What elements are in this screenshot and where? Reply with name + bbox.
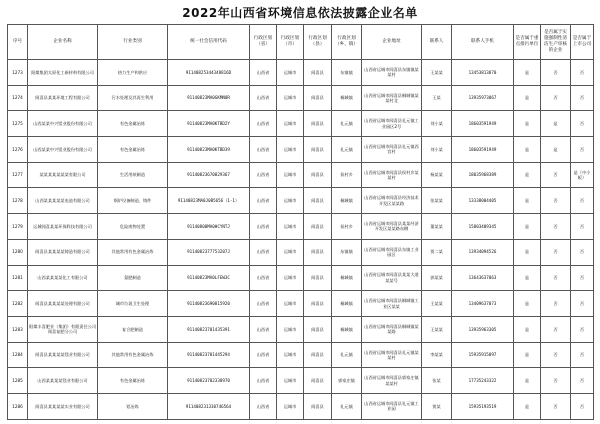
cell-contact: 杨某某 — [422, 162, 452, 188]
column-header: 企业名称 — [28, 25, 98, 60]
cell-index: 1279 — [8, 214, 28, 240]
cell-contact: 刘小某 — [422, 137, 452, 163]
cell-clean-production: 否 — [541, 239, 571, 265]
cell-town: 东镇镇 — [332, 239, 362, 265]
table-row — [8, 60, 594, 86]
cell-address: 山西省运城市闻喜县某某大道某某号 — [362, 265, 422, 291]
cell-index: 1278 — [8, 188, 28, 214]
cell-listed: 否 — [571, 60, 594, 86]
cell-county: 闻喜县 — [304, 137, 332, 163]
table-row — [8, 291, 594, 317]
cell-county: 闻喜县 — [304, 162, 332, 188]
cell-credit-code: 91140823701435391 — [168, 316, 250, 342]
cell-company-name: 闻喜县某某环境工程有限公司 — [28, 85, 98, 111]
cell-index: 1277 — [8, 162, 28, 188]
cell-key-polluter: 是 — [514, 265, 541, 291]
cell-phone: 13935963305 — [452, 316, 514, 342]
cell-company-name: 山西某某中兴镁业股份有限公司 — [28, 137, 98, 163]
column-header: 是否属于实施强制性清洁生产审核的企业 — [541, 25, 571, 60]
column-header: 行业类别 — [98, 25, 168, 60]
cell-credit-code: 91140800MA0HCYNTJ — [168, 214, 250, 240]
cell-credit-code: 91140823702338970 — [168, 368, 250, 394]
cell-phone: 15935193519 — [452, 393, 514, 419]
column-header: 是否属于重点排污单位 — [514, 25, 541, 60]
cell-address: 山西省运城市闻喜县礼元镇工业园 — [362, 393, 422, 419]
cell-industry: 有色金属冶炼 — [98, 137, 168, 163]
cell-key-polluter: 是 — [514, 316, 541, 342]
cell-city: 运城市 — [277, 393, 304, 419]
cell-town: 侯村乡 — [332, 214, 362, 240]
cell-province: 山西省 — [250, 214, 277, 240]
cell-town: 侯村乡 — [332, 162, 362, 188]
column-header: 行政区划（省） — [250, 25, 277, 60]
cell-index: 1286 — [8, 393, 28, 419]
cell-contact: 王某 — [422, 85, 452, 111]
cell-town: 礼元镇 — [332, 137, 362, 163]
cell-address: 山西省运城市闻喜县桐城镇某某村北 — [362, 85, 422, 111]
cell-county: 闻喜县 — [304, 85, 332, 111]
cell-contact: 王某某 — [422, 60, 452, 86]
cell-phone: 15803409345 — [452, 214, 514, 240]
enterprise-table — [7, 24, 594, 420]
cell-listed: 否 — [571, 214, 594, 240]
cell-city: 运城市 — [277, 111, 304, 137]
cell-key-polluter: 是 — [514, 214, 541, 240]
cell-credit-code: 91140825344348816D — [168, 60, 250, 86]
cell-province: 山西省 — [250, 393, 277, 419]
cell-phone: 13409637073 — [452, 291, 514, 317]
cell-city: 运城市 — [277, 342, 304, 368]
cell-key-polluter: 是 — [514, 60, 541, 86]
cell-province: 山西省 — [250, 137, 277, 163]
cell-clean-production: 否 — [541, 316, 571, 342]
cell-county: 闻喜县 — [304, 368, 332, 394]
cell-company-name: 山西某某中兴镁业股份有限公司 — [28, 111, 98, 137]
cell-city: 运城市 — [277, 368, 304, 394]
column-header: 统一社会信用代码 — [168, 25, 250, 60]
cell-company-name: 运城闻喜某某环保科技有限公司 — [28, 214, 98, 240]
column-header: 是否属于上市公司 — [571, 25, 594, 60]
cell-clean-production: 是 — [541, 137, 571, 163]
cell-town: 桐城镇 — [332, 188, 362, 214]
cell-index: 1284 — [8, 342, 28, 368]
cell-listed: 否 — [571, 265, 594, 291]
cell-index: 1274 — [8, 85, 28, 111]
cell-contact: 王某某 — [422, 316, 452, 342]
cell-key-polluter: 是 — [514, 137, 541, 163]
cell-company-name: 闻喜县某某某某实业有限公司 — [28, 393, 98, 419]
cell-clean-production: 否 — [541, 214, 571, 240]
cell-index: 1283 — [8, 316, 28, 342]
cell-province: 山西省 — [250, 85, 277, 111]
cell-phone: 13934094526 — [452, 239, 514, 265]
cell-index: 1276 — [8, 137, 28, 163]
cell-town: 东镇镇 — [332, 60, 362, 86]
cell-clean-production: 否 — [541, 188, 571, 214]
cell-town: 郭家庄镇 — [332, 368, 362, 394]
cell-phone: 13935973067 — [452, 85, 514, 111]
cell-town: 桐城镇 — [332, 85, 362, 111]
cell-listed: 否 — [571, 111, 594, 137]
cell-county: 闻喜县 — [304, 342, 332, 368]
cell-contact: 李某某 — [422, 342, 452, 368]
cell-address: 山西省运城市闻喜县桐城镇工业区某某 — [362, 291, 422, 317]
column-header: 行政区划（县） — [304, 25, 332, 60]
cell-address: 山西省运城市闻喜县礼元镇西宫村 — [362, 137, 422, 163]
cell-credit-code: 91140823670829367 — [168, 162, 250, 188]
cell-county: 闻喜县 — [304, 265, 332, 291]
cell-company-name: 山西某某某某化工有限公司 — [28, 265, 98, 291]
cell-listed: 否 — [571, 393, 594, 419]
cell-province: 山西省 — [250, 342, 277, 368]
cell-company-name: 阳煤集团太原化工新材料有限公司 — [28, 60, 98, 86]
cell-address: 山西省运城市闻喜县某某经济开发区某某路东侧 — [362, 214, 422, 240]
cell-credit-code: 91140823MA0J0B5656（1-1） — [168, 188, 250, 214]
cell-key-polluter: 是 — [514, 85, 541, 111]
cell-county: 闻喜县 — [304, 239, 332, 265]
cell-province: 山西省 — [250, 162, 277, 188]
cell-credit-code: 91140823MA0LFEW3C — [168, 265, 250, 291]
column-header: 行政区划（乡、镇） — [332, 25, 362, 60]
table-row — [8, 265, 594, 291]
cell-industry: 有色金属冶炼 — [98, 111, 168, 137]
cell-credit-code: 9114082377753207J — [168, 239, 250, 265]
cell-address: 山西省运城市闻喜县侯村乡某某村 — [362, 162, 422, 188]
cell-industry: 铝冶炼 — [98, 393, 168, 419]
cell-key-polluter: 是 — [514, 393, 541, 419]
cell-clean-production: 是 — [541, 111, 571, 137]
cell-key-polluter: 是 — [514, 368, 541, 394]
table-row — [8, 188, 594, 214]
cell-phone: 13338004405 — [452, 188, 514, 214]
cell-province: 山西省 — [250, 291, 277, 317]
cell-contact: 刘小某 — [422, 111, 452, 137]
cell-province: 山西省 — [250, 265, 277, 291]
cell-clean-production: 否 — [541, 85, 571, 111]
cell-clean-production: 否 — [541, 368, 571, 394]
cell-contact: 董某某 — [422, 214, 452, 240]
cell-phone: 13453813870 — [452, 60, 514, 86]
cell-county: 闻喜县 — [304, 188, 332, 214]
cell-phone: 18603591949 — [452, 137, 514, 163]
cell-address: 山西省运城市闻喜县经济技术开发区某某路 — [362, 188, 422, 214]
cell-company-name: 某某某某某某某有限公司 — [28, 162, 98, 188]
cell-county: 闻喜县 — [304, 60, 332, 86]
cell-county: 闻喜县 — [304, 214, 332, 240]
cell-company-name: 闻喜县某某某某镁业有限公司 — [28, 342, 98, 368]
cell-listed: 否 — [571, 137, 594, 163]
cell-address: 山西省运城市闻喜县东镇镇某某村 — [362, 60, 422, 86]
cell-industry: 氮肥制造 — [98, 265, 168, 291]
cell-company-name: 山西某某某某某电池有限公司 — [28, 188, 98, 214]
cell-industry: 危险废物处置 — [98, 214, 168, 240]
cell-key-polluter: 是 — [514, 239, 541, 265]
cell-industry: 城市垃圾卫生处理 — [98, 291, 168, 317]
column-header: 行政区划（市） — [277, 25, 304, 60]
column-header: 序号 — [8, 25, 28, 60]
cell-phone: 15935915097 — [452, 342, 514, 368]
table-row — [8, 342, 594, 368]
cell-address: 山西省运城市闻喜县东镇工业园区 — [362, 239, 422, 265]
cell-listed: 否 — [571, 291, 594, 317]
cell-city: 运城市 — [277, 265, 304, 291]
cell-city: 运城市 — [277, 291, 304, 317]
cell-key-polluter: 是 — [514, 188, 541, 214]
cell-credit-code: 91140823701445294 — [168, 342, 250, 368]
cell-industry: 热力生产和供应 — [98, 60, 168, 86]
cell-province: 山西省 — [250, 60, 277, 86]
cell-clean-production: 否 — [541, 291, 571, 317]
cell-industry: 复合肥制造 — [98, 316, 168, 342]
table-row — [8, 368, 594, 394]
cell-phone: 18603591949 — [452, 111, 514, 137]
cell-credit-code: 91140823MA0KTBD39 — [168, 137, 250, 163]
cell-listed: 否 — [571, 239, 594, 265]
cell-credit-code: 911408231330746564 — [168, 393, 250, 419]
table-row — [8, 316, 594, 342]
cell-key-polluter: 是 — [514, 162, 541, 188]
cell-company-name: 闻喜县某某某某处理有限公司 — [28, 291, 98, 317]
cell-city: 运城市 — [277, 85, 304, 111]
cell-industry: 锅炉设备制造、铸件 — [98, 188, 168, 214]
cell-listed: 否 — [571, 316, 594, 342]
cell-contact: 贾某 — [422, 393, 452, 419]
cell-county: 闻喜县 — [304, 291, 332, 317]
cell-address: 山西省运城市闻喜县桐城镇某某路 — [362, 316, 422, 342]
cell-industry: 有色金属冶炼 — [98, 368, 168, 394]
cell-town: 桐城镇 — [332, 316, 362, 342]
cell-industry: 生活用纸制造 — [98, 162, 168, 188]
cell-contact: 贾二某 — [422, 239, 452, 265]
table-row — [8, 162, 594, 188]
cell-index: 1282 — [8, 291, 28, 317]
cell-index: 1280 — [8, 239, 28, 265]
cell-province: 山西省 — [250, 111, 277, 137]
cell-key-polluter: 是 — [514, 291, 541, 317]
cell-clean-production: 否 — [541, 60, 571, 86]
cell-clean-production: 否 — [541, 265, 571, 291]
cell-company-name: 山西某某某某镁业有限公司 — [28, 368, 98, 394]
cell-phone: 13643637063 — [452, 265, 514, 291]
table-row — [8, 111, 594, 137]
table-row — [8, 239, 594, 265]
cell-listed: 否 — [571, 368, 594, 394]
cell-key-polluter: 是 — [514, 342, 541, 368]
cell-index: 1285 — [8, 368, 28, 394]
column-header: 联系人 — [422, 25, 452, 60]
cell-county: 闻喜县 — [304, 316, 332, 342]
cell-contact: 王某某 — [422, 291, 452, 317]
cell-town: 礼元镇 — [332, 342, 362, 368]
cell-index: 1273 — [8, 60, 28, 86]
cell-province: 山西省 — [250, 239, 277, 265]
column-header: 企业地址 — [362, 25, 422, 60]
cell-city: 运城市 — [277, 60, 304, 86]
cell-credit-code: 91140823MA0KTBD2Y — [168, 111, 250, 137]
cell-phone: 17735243322 — [452, 368, 514, 394]
cell-clean-production: 否 — [541, 162, 571, 188]
cell-listed: 是（中小板） — [571, 162, 594, 188]
cell-clean-production: 否 — [541, 342, 571, 368]
cell-industry: 污水处理及其再生利用 — [98, 85, 168, 111]
table-row — [8, 137, 594, 163]
table-row — [8, 214, 594, 240]
cell-town: 礼元镇 — [332, 111, 362, 137]
cell-address: 山西省运城市闻喜县郭家庄镇某某村 — [362, 368, 422, 394]
table-row — [8, 393, 594, 419]
cell-company-name: 阳煤丰喜肥业（集团）有限责任公司闻喜复肥分公司 — [28, 316, 98, 342]
page-title: 2022年山西省环境信息依法披露企业名单 — [182, 6, 418, 20]
cell-city: 运城市 — [277, 137, 304, 163]
cell-town: 桐城镇 — [332, 265, 362, 291]
cell-city: 运城市 — [277, 188, 304, 214]
cell-address: 山西省运城市闻喜县礼元镇某某村 — [362, 342, 422, 368]
table-body — [8, 60, 594, 420]
cell-credit-code: 91140823690815920 — [168, 291, 250, 317]
cell-province: 山西省 — [250, 188, 277, 214]
cell-clean-production: 否 — [541, 393, 571, 419]
cell-contact: 郭某某 — [422, 265, 452, 291]
cell-key-polluter: 是 — [514, 111, 541, 137]
cell-industry: 其他常用有色金属冶炼 — [98, 342, 168, 368]
table-row — [8, 85, 594, 111]
cell-listed: 否 — [571, 342, 594, 368]
cell-town: 礼元镇 — [332, 393, 362, 419]
cell-contact: 张某 — [422, 368, 452, 394]
cell-listed: 否 — [571, 188, 594, 214]
cell-city: 运城市 — [277, 239, 304, 265]
cell-company-name: 闻喜县某某某某铸造有限公司 — [28, 239, 98, 265]
cell-city: 运城市 — [277, 162, 304, 188]
table-header-row — [8, 25, 594, 60]
cell-listed: 否 — [571, 85, 594, 111]
cell-province: 山西省 — [250, 316, 277, 342]
cell-index: 1275 — [8, 111, 28, 137]
cell-province: 山西省 — [250, 368, 277, 394]
cell-city: 运城市 — [277, 316, 304, 342]
column-header: 联系人手机 — [452, 25, 514, 60]
cell-index: 1281 — [8, 265, 28, 291]
cell-industry: 其他常用有色金属冶炼 — [98, 239, 168, 265]
cell-credit-code: 91140823MA0GKMN0R — [168, 85, 250, 111]
cell-county: 闻喜县 — [304, 393, 332, 419]
cell-county: 闻喜县 — [304, 111, 332, 137]
cell-city: 运城市 — [277, 214, 304, 240]
cell-contact: 张某某 — [422, 188, 452, 214]
cell-town: 桐城镇 — [332, 291, 362, 317]
cell-phone: 18035968389 — [452, 162, 514, 188]
cell-address: 山西省运城市闻喜县礼元镇工业园区2号 — [362, 111, 422, 137]
